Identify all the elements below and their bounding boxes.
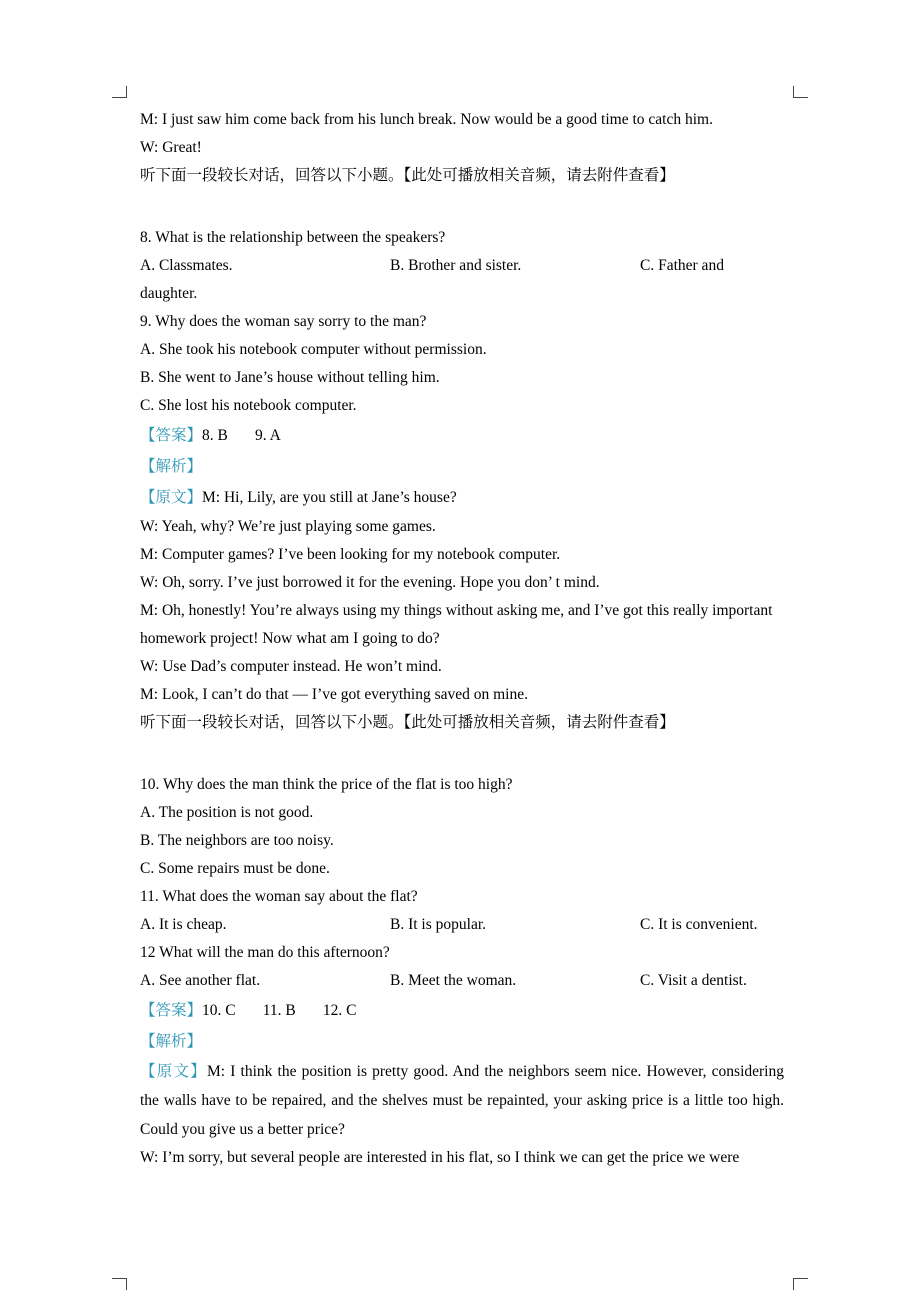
original-paragraph-q10 (140, 1057, 788, 1144)
question-12-stem: 12 What will the man do this afternoon? (140, 944, 390, 961)
answer-label: 【答案】 (140, 1002, 203, 1019)
question-8-option-a: A. Classmates. (140, 257, 233, 274)
question-9-option-b: B. She went to Jane’s house without telling him. (140, 369, 440, 386)
original-label: 【原文】 (140, 1063, 208, 1080)
crop-mark-bottom-left (112, 1278, 127, 1290)
question-11-stem: 11. What does the woman say about the flat? (140, 888, 418, 905)
transcript-line-woman: W: I’m sorry, but several people are interested in his flat, so I think we can get the price we were (140, 1149, 740, 1166)
question-11-option-a: A. It is cheap. (140, 916, 227, 933)
transcript-line-1: M: Hi, Lily, are you still at Jane’s house? (202, 489, 457, 506)
blank-line (140, 190, 784, 224)
crop-mark-top-right (793, 86, 808, 98)
analysis-label: 【解析】 (140, 458, 203, 475)
analysis-label: 【解析】 (140, 1033, 203, 1050)
question-11-option-b: B. It is popular. (390, 916, 487, 933)
question-9-option-a: A. She took his notebook computer without permission. (140, 341, 487, 358)
analysis-line-q8 (140, 451, 784, 482)
question-12-option-c: C. Visit a dentist. (640, 972, 747, 989)
question-10-option-c: C. Some repairs must be done. (140, 860, 330, 877)
answer-line-q10 (140, 995, 784, 1026)
crop-mark-top-left (112, 86, 127, 98)
answer-line-q8 (140, 420, 784, 451)
question-9-stem: 9. Why does the woman say sorry to the man? (140, 313, 427, 330)
transcript-line-3: M: Computer games? I’ve been looking for my notebook computer. (140, 546, 561, 563)
transcript-line-6: W: Use Dad’s computer instead. He won’t mind. (140, 658, 442, 675)
question-10-stem: 10. Why does the man think the price of the flat is too high? (140, 776, 513, 793)
listen-prompt-1: 听下面一段较长对话，回答以下小题。【此处可播放相关音频，请去附件查看】 (140, 167, 675, 184)
crop-mark-bottom-right (793, 1278, 808, 1290)
question-11-option-c: C. It is convenient. (640, 916, 758, 933)
blank-line (140, 737, 784, 771)
original-label: 【原文】 (140, 489, 203, 506)
question-11-options (140, 911, 784, 939)
transcript-line-lunch: M: I just saw him come back from his lunch break. Now would be a good time to catch him. (140, 111, 713, 128)
listen-prompt-2: 听下面一段较长对话，回答以下小题。【此处可播放相关音频，请去附件查看】 (140, 714, 675, 731)
question-8-option-c-continuation: daughter. (140, 285, 198, 302)
transcript-line-4: W: Oh, sorry. I’ve just borrowed it for the evening. Hope you don’ t mind. (140, 574, 600, 591)
analysis-line-q10 (140, 1026, 784, 1057)
transcript-line-2: W: Yeah, why? We’re just playing some games. (140, 518, 436, 535)
answer-values-q10: 10. C 11. B 12. C (202, 1002, 357, 1019)
original-line-q8 (140, 482, 784, 513)
transcript-paragraph-man: M: I think the position is pretty good. And the neighbors seem nice. However, considering the walls have to be repaired, and the shelves must be repainted, your asking price is a little too high. Could you give us a better price? (140, 1063, 788, 1138)
answer-label: 【答案】 (140, 427, 203, 444)
question-9-option-c: C. She lost his notebook computer. (140, 397, 357, 414)
question-8-option-b: B. Brother and sister. (390, 257, 522, 274)
question-8-option-c: C. Father and (640, 257, 724, 274)
answer-values-q8: 8. B 9. A (202, 427, 281, 444)
question-10-option-a: A. The position is not good. (140, 804, 314, 821)
document-content (140, 106, 788, 1172)
question-8-options (140, 252, 784, 280)
transcript-line-great: W: Great! (140, 139, 202, 156)
question-10-option-b: B. The neighbors are too noisy. (140, 832, 334, 849)
question-8-stem: 8. What is the relationship between the speakers? (140, 229, 446, 246)
question-12-options (140, 967, 784, 995)
transcript-line-5: M: Oh, honestly! You’re always using my things without asking me, and I’ve got this really important homework project! Now what am I going to do? (140, 602, 777, 647)
question-12-option-b: B. Meet the woman. (390, 972, 517, 989)
question-12-option-a: A. See another flat. (140, 972, 261, 989)
transcript-line-7: M: Look, I can’t do that — I’ve got everything saved on mine. (140, 686, 528, 703)
